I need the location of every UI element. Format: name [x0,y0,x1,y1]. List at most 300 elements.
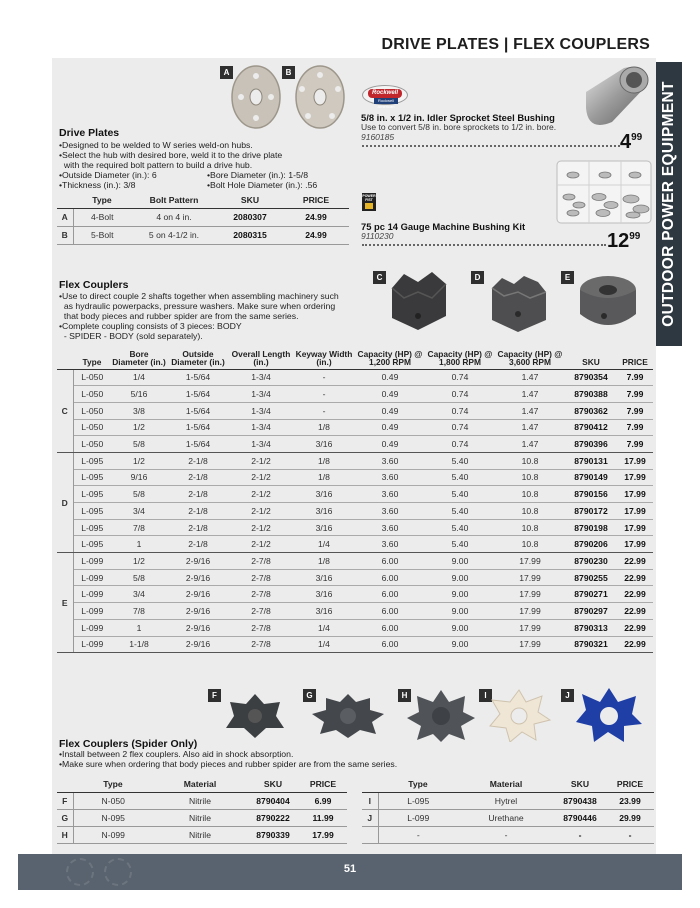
cell-cap-1800: 5.40 [425,469,495,486]
cell-overall-length: 1-3/4 [229,436,293,453]
table-row [57,809,347,826]
cell-cap-1200: 0.49 [355,369,425,386]
idler-bushing-title: 5/8 in. x 1/2 in. Idler Sprocket Steel Bushing [361,112,555,123]
cell-material: Hytrel [458,792,554,809]
row-letter: J [362,809,378,826]
cell-keyway: 3/16 [293,603,355,620]
sidebar-category-tab [656,62,682,346]
cell: 5 on 4-1/2 in. [131,226,217,244]
table-row [57,553,653,570]
cell-cap-3600: 10.8 [495,503,565,520]
cell-outside-diameter: 2-1/8 [167,503,229,520]
spiders-bullets [59,749,397,769]
cell-bore: 9/16 [111,469,167,486]
bullet: •Install between 2 flex couplers. Also aid in shock absorption. [59,749,294,759]
drive-plates-title: Drive Plates [59,127,120,139]
cell-price: 24.99 [283,208,349,226]
table-row [57,636,653,653]
cell-price: 24.99 [283,226,349,244]
cell-type: L-099 [73,636,111,653]
cell-bore: 3/8 [111,402,167,419]
cell-keyway: 1/8 [293,419,355,436]
cell-cap-1200: 6.00 [355,636,425,653]
cell-sku: 8790149 [565,469,617,486]
cell-cap-3600: 17.99 [495,569,565,586]
cell-keyway: 3/16 [293,436,355,453]
spider-l099-urethane-image [574,686,644,744]
cell-outside-diameter: 2-9/16 [167,586,229,603]
brand-line: POWER [362,194,376,198]
cell-type: L-095 [73,452,111,469]
cell-cap-3600: 17.99 [495,603,565,620]
badge-h: H [398,689,411,702]
coupler-l050-image [384,268,454,332]
col-header: Material [458,776,554,792]
cell-overall-length: 1-3/4 [229,402,293,419]
cell-cap-3600: 10.8 [495,486,565,503]
cell-keyway: 3/16 [293,519,355,536]
cell-cap-1800: 9.00 [425,553,495,570]
cell-keyway: - [293,386,355,403]
table-row [57,503,653,520]
cell-price: 22.99 [617,553,653,570]
cell-sku: 8790438 [554,792,606,809]
cell-price: 6.99 [299,792,347,809]
cell-price: 7.99 [617,386,653,403]
cell-cap-1200: 3.60 [355,486,425,503]
page-footer [18,854,682,890]
table-row [57,226,349,244]
cell-cap-1200: 0.49 [355,402,425,419]
cell-outside-diameter: 2-1/8 [167,536,229,553]
cell-price: 22.99 [617,569,653,586]
badge-j: J [561,689,574,702]
coupler-l099-image [574,270,644,334]
cell-type: L-099 [73,553,111,570]
cell-sku: 8790354 [565,369,617,386]
table-row [362,826,654,843]
cell-cap-3600: 1.47 [495,436,565,453]
cell-type: L-099 [73,569,111,586]
cell-keyway: 3/16 [293,569,355,586]
col-header: PRICE [606,776,654,792]
cell-overall-length: 2-7/8 [229,636,293,653]
cell-bore: 5/16 [111,386,167,403]
idler-bushing-description: Use to convert 5/8 in. bore sprockets to 1/2 in. bore. [361,122,557,132]
cell-cap-1800: 9.00 [425,586,495,603]
cell-overall-length: 2-1/2 [229,536,293,553]
cell-sku: 8790396 [565,436,617,453]
col-header: Overall Length (in.) [229,345,293,369]
col-header: SKU [554,776,606,792]
cell-sku: 8790339 [247,826,299,843]
drive-plates-specs [59,170,349,190]
cell-bore: 1/2 [111,452,167,469]
cell-price: 7.99 [617,436,653,453]
gear-decoration-icon [66,858,94,886]
cell-cap-1200: 0.49 [355,436,425,453]
cell-bore: 7/8 [111,519,167,536]
cell: 5-Bolt [73,226,131,244]
cell-material: Nitrile [153,826,247,843]
cell-overall-length: 1-3/4 [229,386,293,403]
cell-bore: 5/8 [111,569,167,586]
col-header: Type [378,776,458,792]
cell-sku: 8790446 [554,809,606,826]
cell-material: - [458,826,554,843]
table-row [57,519,653,536]
cell-price: 7.99 [617,402,653,419]
cell-cap-1800: 9.00 [425,569,495,586]
cell-cap-1800: 0.74 [425,386,495,403]
badge-f: F [208,689,221,702]
dotted-leader [362,145,620,147]
cell-cap-3600: 10.8 [495,469,565,486]
cell-cap-1200: 6.00 [355,569,425,586]
cell-overall-length: 2-1/2 [229,452,293,469]
cell-bore: 5/8 [111,486,167,503]
price-dollars: 12 [607,230,630,252]
cell-overall-length: 1-3/4 [229,369,293,386]
cell-cap-3600: 10.8 [495,536,565,553]
cell-cap-3600: 1.47 [495,419,565,436]
cell-cap-1800: 5.40 [425,536,495,553]
spider-l095-hytrel-image [486,688,552,742]
badge-e: E [561,271,574,284]
bullet: as hydraulic powerpacks, pressure washers. Make sure when ordering [59,301,336,311]
cell-type: - [378,826,458,843]
cell-keyway: 3/16 [293,503,355,520]
table-header-row [57,776,347,792]
col-header: SKU [247,776,299,792]
cell-sku: 8790362 [565,402,617,419]
cell-outside-diameter: 2-9/16 [167,619,229,636]
flex-couplers-title: Flex Couplers [59,279,129,291]
spiders-table-right [362,776,654,844]
cell-cap-1800: 5.40 [425,452,495,469]
badge-b: B [282,66,295,79]
cell-type: L-099 [73,603,111,620]
cell-sku: 8790156 [565,486,617,503]
cell-sku: - [554,826,606,843]
cell-outside-diameter: 2-9/16 [167,569,229,586]
cell-cap-1200: 6.00 [355,603,425,620]
cell-type: L-099 [73,586,111,603]
cell-type: L-095 [73,469,111,486]
table-row [362,792,654,809]
cell-cap-1200: 0.49 [355,419,425,436]
cell-price: 22.99 [617,603,653,620]
cell-cap-1200: 6.00 [355,619,425,636]
cell-outside-diameter: 2-9/16 [167,603,229,620]
table-row [57,603,653,620]
price-cents: 99 [629,231,641,242]
cell-cap-1200: 3.60 [355,519,425,536]
drive-plate-4-bolt-image [230,64,282,130]
table-row [362,809,654,826]
badge-c: C [373,271,386,284]
cell-price: - [606,826,654,843]
cell-sku: 8790255 [565,569,617,586]
cell-sku: 2080307 [217,208,283,226]
spiders-title: Flex Couplers (Spider Only) [59,738,198,750]
cell-type: L-050 [73,436,111,453]
cell-cap-1800: 5.40 [425,503,495,520]
cell-bore: 1 [111,536,167,553]
cell-sku: 8790206 [565,536,617,553]
dotted-leader [362,244,606,246]
cell-cap-3600: 17.99 [495,619,565,636]
drive-plates-bullets [59,140,282,170]
cell-cap-1200: 3.60 [355,536,425,553]
col-header [57,345,73,369]
row-letter: H [57,826,73,843]
gear-decoration-icon [104,858,132,886]
cell-price: 17.99 [299,826,347,843]
cell-outside-diameter: 2-1/8 [167,469,229,486]
price-cents: 99 [631,132,643,143]
cell-type: L-099 [73,619,111,636]
brand-line: FIST [365,198,373,202]
col-header: Capacity (HP) @ 1,200 RPM [355,345,425,369]
table-row [57,619,653,636]
cell-price: 17.99 [617,452,653,469]
col-header: SKU [217,192,283,208]
col-header: PRICE [283,192,349,208]
cell-material: Nitrile [153,792,247,809]
row-letter [362,826,378,843]
spider-n095-image [308,690,388,740]
col-header: Bore Diameter (in.) [111,345,167,369]
cell-keyway: 1/8 [293,553,355,570]
cell-overall-length: 2-7/8 [229,586,293,603]
table-row [57,536,653,553]
cell-outside-diameter: 2-1/8 [167,486,229,503]
table-row [57,486,653,503]
col-header: Type [73,192,131,208]
col-header: Material [153,776,247,792]
cell-cap-3600: 17.99 [495,636,565,653]
table-row [57,419,653,436]
cell-price: 22.99 [617,619,653,636]
table-row [57,208,349,226]
idler-bushing-price [620,131,642,154]
cell-overall-length: 2-7/8 [229,603,293,620]
cell-overall-length: 2-1/2 [229,503,293,520]
cell-overall-length: 2-7/8 [229,619,293,636]
table-row [57,436,653,453]
col-header: Capacity (HP) @ 1,800 RPM [425,345,495,369]
cell-sku: 8790172 [565,503,617,520]
bushing-kit-sku: 9110230 [361,231,394,241]
row-letter: A [57,208,73,226]
cell-bore: 1-1/8 [111,636,167,653]
cell-cap-1800: 9.00 [425,636,495,653]
cell-cap-3600: 1.47 [495,402,565,419]
col-header [362,776,378,792]
cell-cap-3600: 17.99 [495,553,565,570]
cell-cap-3600: 10.8 [495,519,565,536]
cell-price: 17.99 [617,486,653,503]
cell-sku: 8790412 [565,419,617,436]
table-row [57,469,653,486]
cell-keyway: 3/16 [293,586,355,603]
cell-bore: 7/8 [111,603,167,620]
cell-type: N-095 [73,809,153,826]
cell-cap-1800: 0.74 [425,369,495,386]
bullet: •Complete coupling consists of 3 pieces: BODY [59,321,242,331]
cell-overall-length: 2-1/2 [229,519,293,536]
col-header: Type [73,776,153,792]
cell-overall-length: 2-1/2 [229,486,293,503]
bullet: with the required bolt pattern to build a drive hub. [59,160,253,170]
cell-bore: 1/2 [111,419,167,436]
cell-outside-diameter: 2-1/8 [167,519,229,536]
cell-type: N-099 [73,826,153,843]
cell-sku: 8790230 [565,553,617,570]
cell-price: 22.99 [617,586,653,603]
col-header: PRICE [617,345,653,369]
spec-bore-diameter: •Bore Diameter (in.): 1-5/8 [207,170,309,180]
spider-n050-image [222,690,288,740]
table-row [57,792,347,809]
cell-cap-1200: 3.60 [355,452,425,469]
cell-type: L-095 [73,519,111,536]
bullet: •Select the hub with desired bore, weld it to the drive plate [59,150,283,160]
cell-keyway: - [293,369,355,386]
page-title: DRIVE PLATES | FLEX COUPLERS [381,36,650,53]
cell-price: 17.99 [617,503,653,520]
cell-type: N-050 [73,792,153,809]
spec-bolt-hole-diameter: •Bolt Hole Diameter (in.): .56 [207,180,318,190]
cell-type: L-050 [73,419,111,436]
price-dollars: 4 [620,131,632,153]
spec-thickness: •Thickness (in.): 3/8 [59,180,136,190]
cell-overall-length: 2-7/8 [229,553,293,570]
idler-bushing-image [578,62,654,132]
cell-bore: 5/8 [111,436,167,453]
bullet: •Make sure when ordering that body pieces and rubber spider are from the same series. [59,759,398,769]
cell-type: L-050 [73,402,111,419]
cell-overall-length: 2-7/8 [229,569,293,586]
col-header [57,192,73,208]
cell-type: L-099 [378,809,458,826]
cell-cap-3600: 1.47 [495,386,565,403]
cell-price: 22.99 [617,636,653,653]
cell-price: 29.99 [606,809,654,826]
table-header-row [57,192,349,208]
row-letter: F [57,792,73,809]
cell-sku: 8790222 [247,809,299,826]
table-header-row [362,776,654,792]
cell-price: 7.99 [617,369,653,386]
row-letter: I [362,792,378,809]
drive-plates-table [57,192,349,245]
cell-overall-length: 1-3/4 [229,419,293,436]
table-row [57,369,653,386]
cell-outside-diameter: 2-9/16 [167,553,229,570]
cell-cap-1800: 9.00 [425,603,495,620]
badge-i: I [479,689,492,702]
table-header-row [57,345,653,369]
cell-bore: 1/4 [111,369,167,386]
group-letter: D [57,452,73,552]
cell-type: L-050 [73,386,111,403]
cell-price: 17.99 [617,469,653,486]
cell-price: 23.99 [606,792,654,809]
cell-cap-1800: 0.74 [425,402,495,419]
sidebar-label: OUTDOOR POWER EQUIPMENT [660,81,677,327]
cell-keyway: 1/4 [293,619,355,636]
cell-cap-1800: 5.40 [425,486,495,503]
cell-keyway: 1/4 [293,536,355,553]
bullet: - SPIDER - BODY (sold separately). [59,331,203,341]
cell-bore: 3/4 [111,503,167,520]
cell-outside-diameter: 1-5/64 [167,369,229,386]
col-header: Bolt Pattern [131,192,217,208]
col-header: Capacity (HP) @ 3,600 RPM [495,345,565,369]
cell-price: 7.99 [617,419,653,436]
row-letter: B [57,226,73,244]
cell-sku: 8790388 [565,386,617,403]
coupler-l095-image [484,270,554,334]
group-letter: E [57,553,73,653]
cell-outside-diameter: 1-5/64 [167,402,229,419]
bushing-kit-image [555,155,655,227]
cell-bore: 1 [111,619,167,636]
cell-cap-1800: 0.74 [425,419,495,436]
cell-sku: 8790297 [565,603,617,620]
rockwell-american-logo: Rockwell Rockwell American [362,85,408,105]
cell-cap-1200: 0.49 [355,386,425,403]
cell-cap-1800: 9.00 [425,619,495,636]
cell-sku: 8790313 [565,619,617,636]
cell-bore: 3/4 [111,586,167,603]
cell-price: 11.99 [299,809,347,826]
cell-cap-1200: 3.60 [355,469,425,486]
cell-overall-length: 2-1/2 [229,469,293,486]
group-letter: C [57,369,73,452]
table-row [57,452,653,469]
table-row [57,402,653,419]
col-header: SKU [565,345,617,369]
cell-type: L-095 [73,486,111,503]
page-number: 51 [343,863,357,875]
bullet: that body pieces and rubber spider are from the same series. [59,311,299,321]
cell-keyway: 1/8 [293,452,355,469]
cell-outside-diameter: 1-5/64 [167,436,229,453]
row-letter: G [57,809,73,826]
badge-a: A [220,66,233,79]
cell-material: Nitrile [153,809,247,826]
cell-outside-diameter: 2-9/16 [167,636,229,653]
cell-price: 17.99 [617,536,653,553]
cell-keyway: 3/16 [293,486,355,503]
cell-cap-3600: 17.99 [495,586,565,603]
cell-sku: 8790271 [565,586,617,603]
cell: 4-Bolt [73,208,131,226]
cell-keyway: 1/4 [293,636,355,653]
flex-couplers-table [57,345,653,653]
cell-outside-diameter: 1-5/64 [167,386,229,403]
col-header: Type [73,345,111,369]
cell-cap-3600: 10.8 [495,452,565,469]
cell-sku: 8790321 [565,636,617,653]
cell-bore: 1/2 [111,553,167,570]
cell-cap-1200: 6.00 [355,586,425,603]
spec-outside-diameter: •Outside Diameter (in.): 6 [59,170,157,180]
idler-bushing-sku: 9160185 [361,132,395,142]
